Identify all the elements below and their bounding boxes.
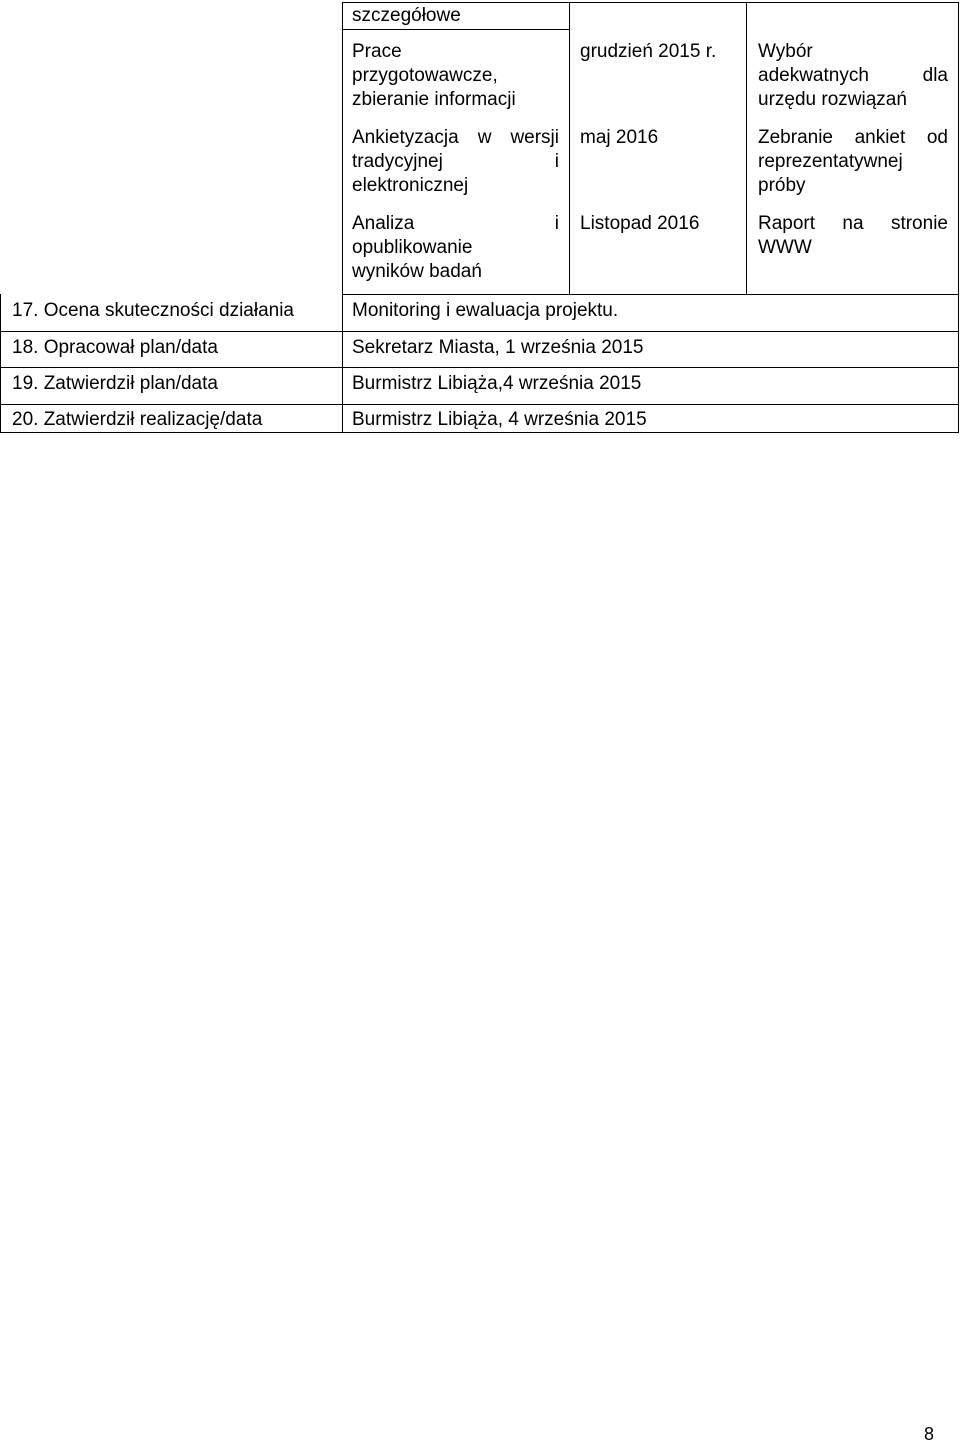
grid-line (342, 294, 959, 295)
result-line: adekwatnych dla (758, 65, 948, 86)
row-value: Monitoring i ewaluacja projektu. (352, 300, 619, 321)
row-value: Sekretarz Miasta, 1 września 2015 (352, 337, 644, 358)
grid-line (342, 29, 570, 30)
task-line: tradycyjnej i (352, 151, 559, 172)
activity-date: grudzień 2015 r. (580, 41, 717, 62)
grid-line (746, 2, 747, 295)
grid-line (0, 404, 959, 405)
activity-result (758, 212, 948, 260)
task-line: zbieranie informacji (352, 89, 516, 110)
grid-line (342, 2, 343, 433)
row-value: Burmistrz Libiąża, 4 września 2015 (352, 409, 647, 430)
activity-result (758, 40, 948, 112)
result-line: próby (758, 175, 806, 196)
result-line: Wybór (758, 41, 813, 62)
grid-line (0, 294, 1, 433)
activity-date: Listopad 2016 (580, 213, 700, 234)
row-value: Burmistrz Libiąża,4 września 2015 (352, 373, 642, 394)
task-line: opublikowanie (352, 237, 473, 258)
activity-task (352, 212, 559, 284)
grid-line (569, 2, 570, 295)
grid-line (0, 331, 959, 332)
task-line: Prace (352, 41, 402, 62)
result-line: Raport na stronie (758, 213, 948, 234)
result-line: WWW (758, 237, 812, 258)
grid-line (0, 367, 959, 368)
page-number: 8 (923, 1424, 934, 1444)
grid-line (342, 2, 959, 3)
row-label: 18. Opracował plan/data (12, 337, 218, 358)
row-label: 20. Zatwierdził realizację/data (12, 409, 263, 430)
activity-task (352, 126, 559, 198)
result-line: urzędu rozwiązań (758, 89, 907, 110)
result-line: reprezentatywnej (758, 151, 903, 172)
task-line: Analiza i (352, 213, 559, 234)
row-label: 19. Zatwierdził plan/data (12, 373, 218, 394)
task-line: wyników badań (352, 261, 482, 282)
activity-date: maj 2016 (580, 127, 659, 148)
task-line: przygotowawcze, (352, 65, 498, 86)
grid-line (958, 2, 959, 433)
header-fragment: szczegółowe (352, 5, 461, 26)
grid-line (0, 432, 959, 433)
task-line: elektronicznej (352, 175, 469, 196)
activity-result (758, 126, 948, 198)
activity-task (352, 40, 536, 112)
row-label: 17. Ocena skuteczności działania (12, 300, 294, 321)
task-line: Ankietyzacja w wersji (352, 127, 559, 148)
result-line: Zebranie ankiet od (758, 127, 948, 148)
